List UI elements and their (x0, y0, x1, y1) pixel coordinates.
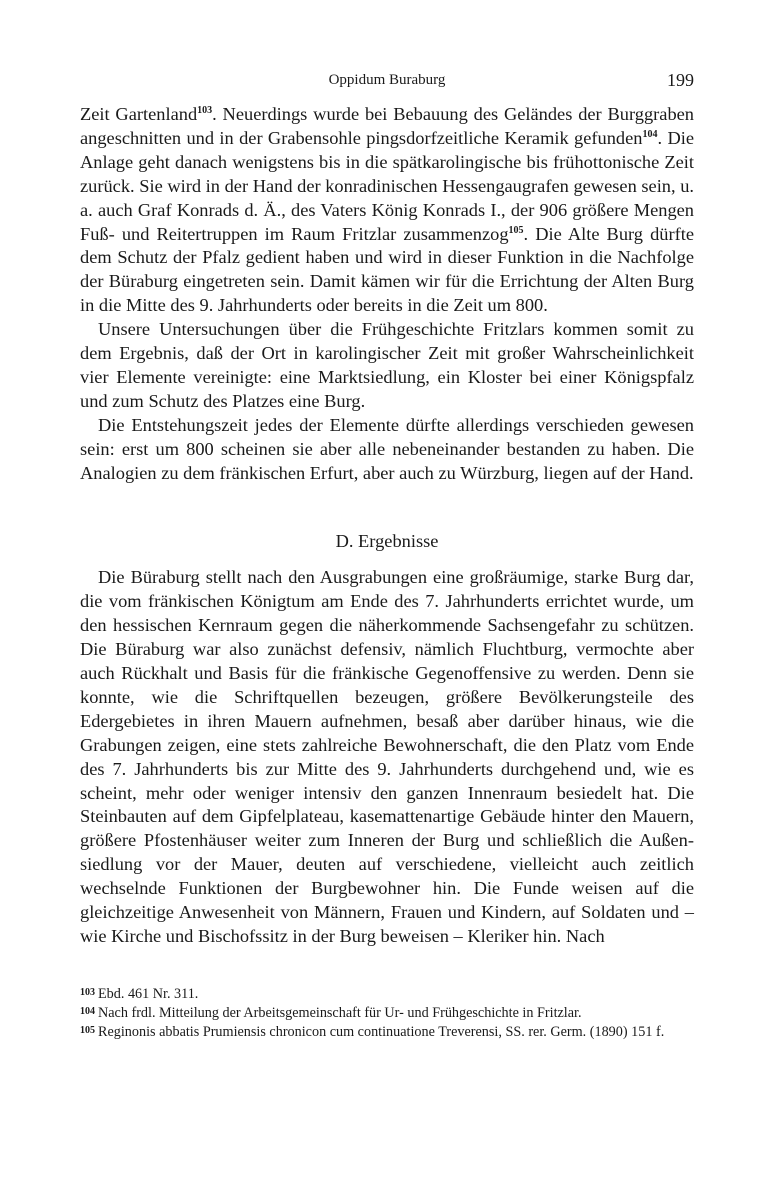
paragraph: Die Entstehungszeit jedes der Elemente dürfte allerdings verschieden gewesen sein: erst um 800 scheinen sie aber alle nebeneinander bestanden zu haben. Die Analogien zu dem fränkischen Erfurt, aber auch zu Würzburg, liegen auf der Hand. (80, 414, 694, 483)
text-run: Zeit Gartenland (80, 104, 198, 124)
footnote-number: 105 (80, 1025, 95, 1037)
paragraph (80, 103, 694, 318)
footnote-text: Ebd. 461 Nr. 311. (98, 986, 199, 1002)
footnote (80, 1003, 694, 1022)
main-text (80, 103, 694, 949)
footnote (80, 1022, 694, 1041)
section-heading: D. Ergebnisse (335, 530, 439, 551)
footnote-text: Nach frdl. Mitteilung der Arbeitsgemeinschaft für Ur- und Frühgeschichte in Fritzlar. (98, 1005, 582, 1022)
paragraph: Die Büraburg stellt nach den Ausgrabungen eine großräumige, starke Burg dar, die vom fränkischen Königtum am Ende des 7. Jahrhunderts errichtet wurde, um den hessischen Kernraum gegen die näherkommende Sachsengefahr zu schützen. Die Büraburg war also zunächst defensiv, nämlich Fluchtburg, vermochte aber auch Rückhalt und Basis für die fränkische Gegenoffensive zu werden. Denn sie konnte, wie die Schriftquellen bezeugen, größere Bevölkerungsteile des Edergebietes in ihren Mauern aufnehmen, besaß aber darüber hinaus, wie die Grabungen zeigen, eine stets zahlreiche Bewohnerschaft, die den Platz vom Ende des 7. Jahrhunderts bis zur Mitte des 9. Jahrhunderts durchgehend und, wie es scheint, mehr oder weniger intensiv den ganzen Innenraum besiedelt hat. Die Steinbauten auf dem Gipfelplateau, kasemattenartige Gebäude hinter den Mauern, größere Pfostenhäuser weiter zum Inneren der Burg und schließlich die Außensiedlung vor der Mauer, deuten auf verschiedene, vielleicht auch zeitlich wechselnde Funktionen der Burgbewohner hin. Die Funde weisen auf die gleichzeitige Anwesenheit von Männern, Frauen und Kindern, auf Soldaten und – wie Kirche und Bischofssitz in der Burg beweisen – Kleriker hin. Nach (80, 567, 694, 946)
footnote-ref[interactable]: 104 (642, 128, 658, 140)
footnote-number: 103 (80, 987, 95, 998)
text-run: . Die Alte Burg dürfte dem Schutz der Pfalz gedient haben und wird in dieser Funktion in die Nachfolge der Büraburg eingetreten sein. Damit kämen wir für die Errichtung der Alten Burg in die Mitte des 9. Jahrhunderts oder bereits in die Zeit um 800. (80, 223, 694, 316)
running-title: Oppidum Buraburg (328, 72, 446, 88)
text-run: . Die Anlage geht danach wenigstens bis in die spätkarolingische bis frühottonische Zeit zurück. Sie wird in der Hand der konradinischen Hessengaugrafen gewesen sein, u. a. auch Graf Konrads d. Ä., des Vaters König Konrads I., der 906 größere Mengen Fuß- und Reitertruppen im Raum Fritzlar zusammenzog (80, 127, 694, 244)
page-number: 199 (667, 70, 694, 90)
footnote (80, 984, 694, 1003)
footnote-ref[interactable]: 105 (508, 224, 524, 236)
footnote-text: Reginonis abbatis Prumiensis chronicon cum continuatione Treverensi, SS. rer. Germ. (1890) 151 f. (98, 1024, 665, 1041)
footnote-number: 104 (80, 1006, 95, 1018)
footnotes (80, 984, 694, 1042)
paragraph: Unsere Untersuchungen über die Frühgeschichte Fritzlars kommen somit zu dem Ergebnis, daß der Ort in karolingischer Zeit mit großer Wahrscheinlichkeit vier Elemente vereinigte: eine Marktsiedlung, ein Kloster bei einer Königspfalz und zum Schutz des Platzes eine Burg. (80, 319, 694, 411)
page-header (80, 72, 694, 96)
text-run: . Neuerdings wurde bei Bebauung des Geländes der Burggraben angeschnitten und in der Grabensohle pingsdorfzeitliche Keramik gefunden (80, 104, 694, 148)
footnote-ref[interactable]: 103 (197, 105, 213, 116)
